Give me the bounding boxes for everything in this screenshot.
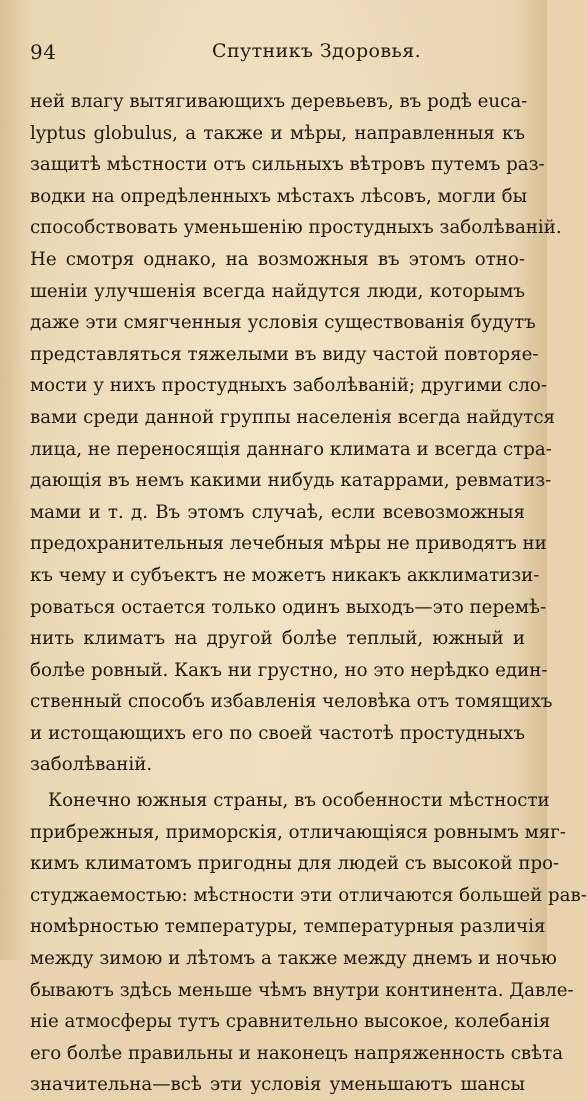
body-text (30, 86, 587, 1101)
text-line: бываютъ здѣсь меньше чѣмъ внутри континента. Давле- (30, 979, 574, 1001)
text-line: даже эти смягченныя условія существованія будутъ (30, 312, 536, 334)
text-line: номѣрностью температуры, температурныя различія (30, 916, 546, 938)
text-line: кимъ климатомъ пригодны для людей съ высокой про- (30, 853, 560, 875)
text-line: болѣе ровный. Какъ ни грустно, но это нерѣдко един- (30, 659, 548, 681)
text-line: Не смотря однако, на возможныя въ этомъ отно- (30, 248, 525, 270)
text-line: Конечно южныя страны, въ особенности мѣстности (48, 790, 550, 812)
text-line: представляться тяжелыми въ виду частой повторяе- (30, 343, 539, 365)
text-line: водки на опредѣленныхъ мѣстахъ лѣсовъ, могли бы (30, 185, 528, 207)
text-line: мости у нихъ простудныхъ заболѣваній; другими сло- (30, 375, 547, 397)
paragraph-1 (30, 86, 562, 781)
text-line: студжаемостью: мѣстности эти отличаются большей рав- (30, 884, 587, 906)
running-head (30, 40, 517, 70)
running-title: Спутникъ Здоровья. (212, 40, 422, 62)
text-line: дающія въ немъ какими нибудь катаррами, ревматиз- (30, 470, 552, 492)
text-line: и истощающихъ его по своей частотѣ простудныхъ (30, 722, 525, 744)
text-line: между зимою и лѣтомъ а также между днемъ и ночью (30, 948, 557, 970)
text-line: защитѣ мѣстности отъ сильныхъ вѣтровъ путемъ раз- (30, 154, 545, 176)
text-line: lyptus globulus, а также и мѣры, направленныя къ (30, 122, 525, 144)
text-line: нить климатъ на другой болѣе теплый, южный и (30, 628, 525, 650)
text-line: къ чему и субъектъ не можетъ никакъ акклиматизи- (30, 564, 540, 586)
text-line: ніе атмосферы тутъ сравнительно высокое, колебанія (30, 1011, 551, 1033)
text-line: способствовать уменьшенію простудныхъ заболѣваній. (30, 217, 562, 239)
text-line: прибрежныя, приморскія, отличающіяся ровнымъ мяг- (30, 821, 566, 843)
text-line: лица, не переносящія даннаго климата и всегда стра- (30, 438, 552, 460)
text-line: ней влагу вытягивающихъ деревьевъ, въ родѣ euca- (30, 91, 528, 112)
text-line: предохранительныя лечебныя мѣры не приводятъ ни (30, 533, 547, 555)
paragraph-2 (30, 785, 587, 1101)
text-line: заболѣваній. (30, 754, 153, 776)
text-line: его болѣе правильны и наконецъ напряженность свѣта (30, 1042, 564, 1064)
text-line: мами и т. д. Въ этомъ случаѣ, если всевозможныя (30, 501, 525, 523)
text-line: значительна—всѣ эти условія уменьшаютъ шансы (30, 1074, 525, 1096)
text-line: роваться остается только одинъ выходъ—это перемѣ- (30, 596, 547, 618)
text-line: ственный способъ избавленія человѣка отъ томящихъ (30, 691, 553, 713)
page-number: 94 (30, 40, 57, 64)
text-line: вами среди данной группы населенія всегда найдутся (30, 406, 556, 428)
text-line: шеніи улучшенія всегда найдутся люди, которымъ (30, 280, 525, 302)
